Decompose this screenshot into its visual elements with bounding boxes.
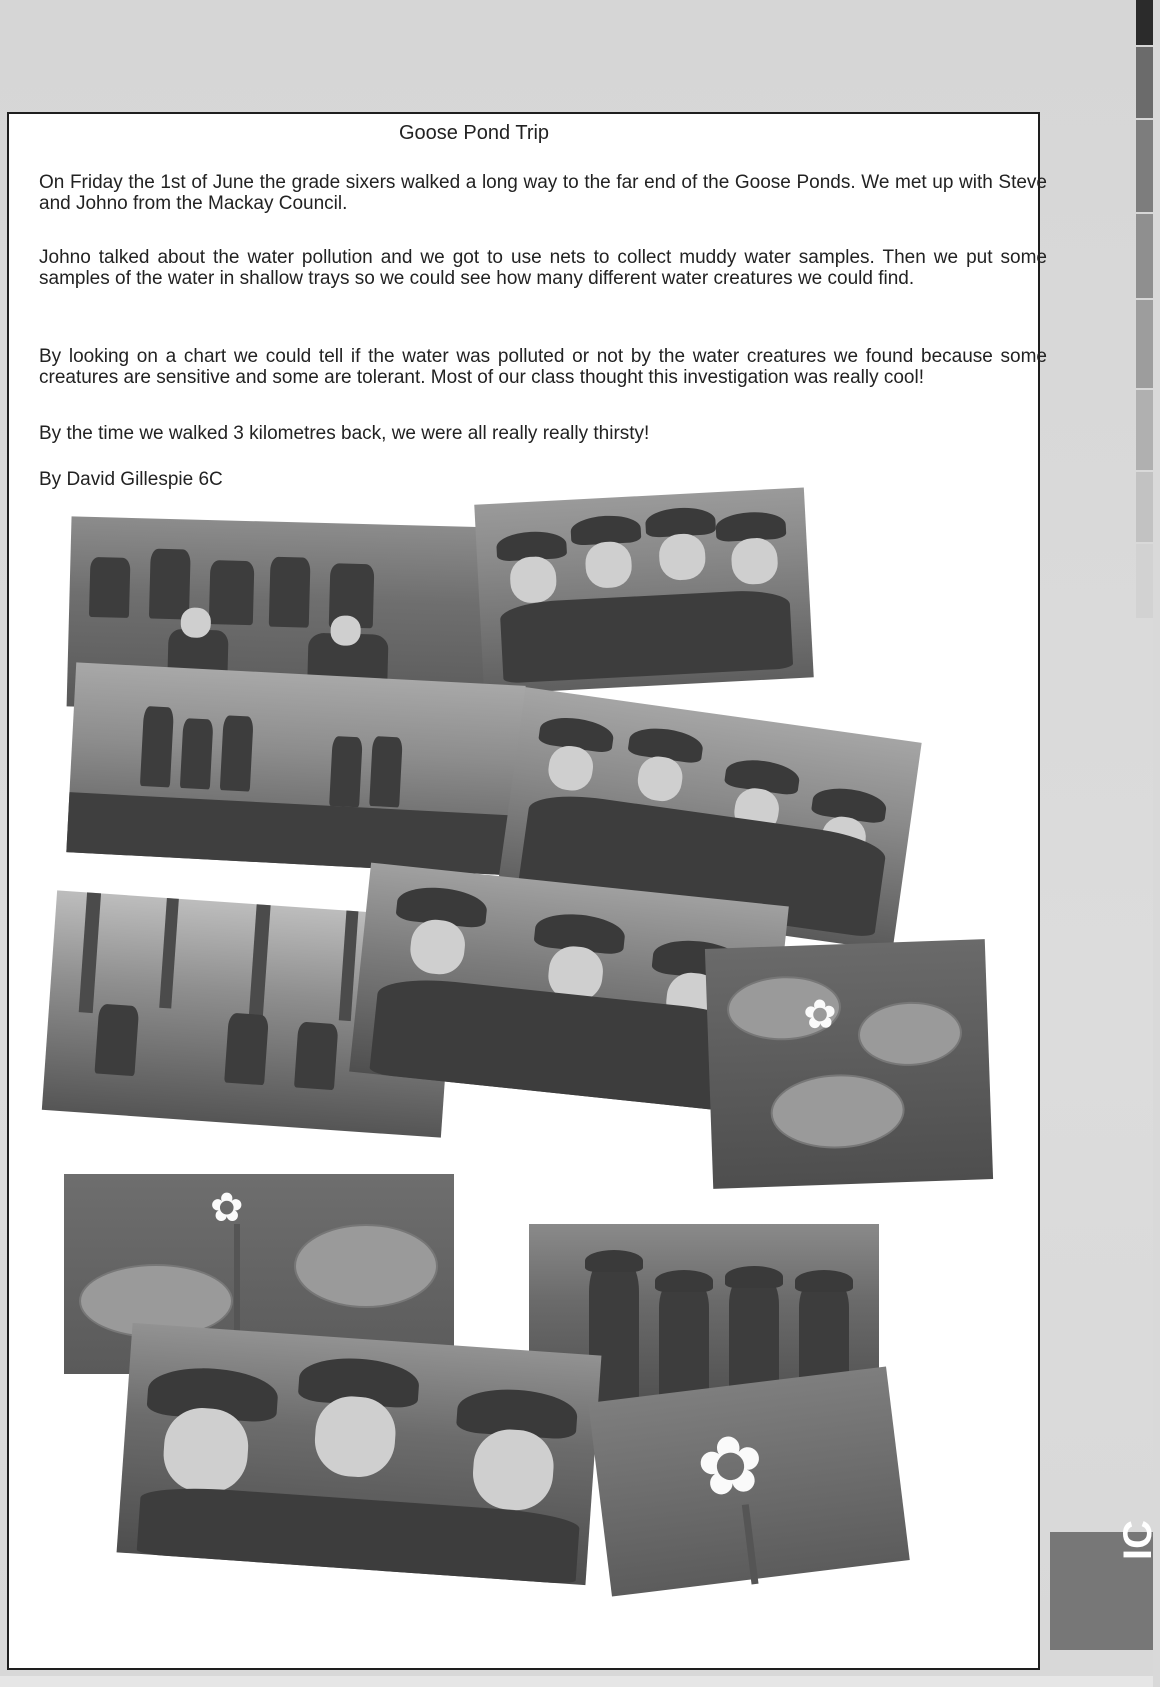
student-figure [369, 736, 403, 807]
four-girls-writing-photo [474, 487, 813, 694]
student-figure [94, 1004, 139, 1077]
tree [159, 898, 179, 1009]
tab-swatch [1136, 47, 1153, 118]
tree [79, 892, 101, 1013]
student-face [180, 607, 211, 638]
article-frame [7, 112, 1047, 1670]
student-figure [149, 548, 191, 619]
student-figure [220, 715, 254, 791]
student-figure [329, 736, 363, 807]
white-lily-closeup-photo [588, 1366, 910, 1596]
tab-swatch [1136, 390, 1153, 470]
student-face [546, 743, 596, 793]
hat [725, 1266, 783, 1288]
article-paragraph: By the time we walked 3 kilometres back, we were all really really thirsty! [39, 423, 650, 444]
student-face [408, 917, 467, 976]
flower-stem [742, 1504, 759, 1584]
student-figure [294, 1021, 339, 1090]
student-face [658, 533, 706, 581]
lily-pond-photo [705, 939, 993, 1189]
lily-pad [294, 1224, 438, 1308]
tree [248, 904, 270, 1025]
student-face [509, 556, 557, 604]
student-face [161, 1405, 251, 1495]
flower-stem [234, 1224, 240, 1344]
bottom-strip [0, 1676, 1153, 1687]
student-figure [224, 1013, 269, 1086]
student-figure [89, 557, 131, 618]
student-face [313, 1394, 398, 1479]
student-face [471, 1427, 556, 1512]
tab-swatch [1136, 120, 1153, 212]
lily-pad [769, 1072, 906, 1151]
article-paragraph: Johno talked about the water pollution and we got to use nets to collect muddy water samples. Then we put some samples of the water in shallow trays so we could see how many different water creatures we could find. [39, 247, 1047, 289]
lily-pad [857, 1000, 963, 1068]
article-byline: By David Gillespie 6C [39, 469, 223, 490]
tab-swatch [1136, 214, 1153, 298]
student-figure [140, 706, 174, 787]
tab-swatch [1136, 472, 1153, 542]
student-face [584, 541, 632, 589]
article-paragraph: On Friday the 1st of June the grade sixers walked a long way to the far end of the Goose Ponds. We met up with Steve and Johno from the Mackay Council. [39, 172, 1047, 214]
student-figure [659, 1284, 709, 1404]
hat [795, 1270, 853, 1292]
student-figure [180, 718, 214, 789]
tab-swatch [1136, 0, 1153, 45]
student-figure [209, 560, 255, 625]
page-number-label: IC [1116, 1520, 1160, 1560]
three-boys-waving-photo [117, 1323, 602, 1585]
grass [66, 792, 519, 875]
water-lily-icon: ✿ [691, 1417, 770, 1514]
student-figure [269, 557, 311, 628]
student-face [330, 615, 361, 646]
hat [585, 1250, 643, 1272]
article-title: Goose Pond Trip [398, 122, 550, 144]
tab-swatch [1136, 544, 1153, 618]
water-lily-icon: ✿ [802, 992, 838, 1038]
article-paragraph: By looking on a chart we could tell if the water was polluted or not by the water creatures we found because some creatures are sensitive and some are tolerant. Most of our class thought this investigation was really cool! [39, 346, 1047, 388]
student-face [730, 537, 778, 585]
hat [655, 1270, 713, 1292]
student-figure [499, 588, 793, 683]
tab-swatch [1136, 300, 1153, 388]
students-walking-grass-photo [66, 662, 525, 875]
student-face [635, 754, 685, 804]
section-tab-column [1136, 0, 1153, 650]
water-lily-icon: ✿ [210, 1186, 244, 1230]
